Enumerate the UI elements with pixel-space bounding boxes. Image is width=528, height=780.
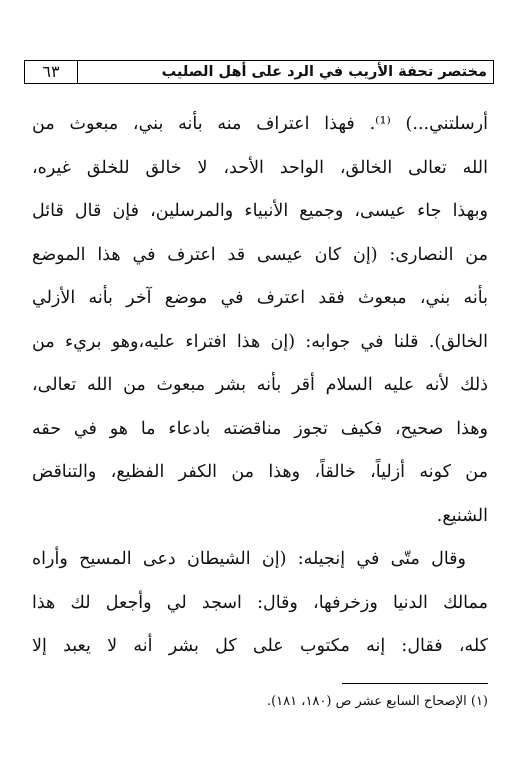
main-text — [32, 103, 488, 669]
text-line: الشنيع. — [436, 505, 488, 526]
text-line: وبهذا جاء عيسى، وجميع الأنبياء والمرسلين، فإن قال قائل — [32, 201, 488, 221]
text-line: الخالق). قلنا في جوابه: (إن هذا افتراء عليه،وهو بريء من — [32, 331, 488, 352]
footnote: (١) الإصحاح السابع عشر ص (١٨٠، ١٨١). — [266, 694, 488, 709]
book-title: مختصر تحفة الأريب في الرد على أهل الصليب — [161, 64, 487, 80]
text-line: ذلك لأنه عليه السلام أقر بأنه بشر مبعوث من الله تعالى، — [32, 375, 488, 395]
text-line: بأنه بني، مبعوث فقد اعترف في موضع آخر بأنه الأزلي — [32, 288, 488, 308]
page-number: ٦٣ — [42, 62, 60, 81]
footnote-divider — [342, 683, 488, 684]
text-line: الله تعالى الخالق، الواحد الأحد، لا خالق للخلق غيره، — [32, 157, 488, 178]
paragraph-start-line: وقال متّى في إنجيله: (إن الشيطان دعى المسيح وأراه — [32, 549, 466, 569]
text-line: أرسلتني...) ⁽¹⁾. فهذا اعتراف منه بأنه بني، مبعوث من — [32, 114, 488, 134]
text-line: ممالك الدنيا وزخرفها، وقال: اسجد لي وأجعل لك هذا — [32, 592, 488, 613]
text-line: من النصارى: (إن كان عيسى قد اعترف في هذا الموضع — [32, 244, 488, 265]
text-line: كله، فقال: إنه مكتوب على كل بشر أنه لا يعبد إلا — [32, 636, 488, 656]
text-line: من كونه أزلياً، خالقاً، وهذا من الكفر الفظيع، والتناقض — [32, 462, 488, 482]
text-line: وهذا صحيح، فكيف تجوز مناقضته بادعاء ما هو في حقه — [32, 418, 488, 439]
header-divider — [77, 61, 78, 83]
running-header — [24, 60, 494, 84]
